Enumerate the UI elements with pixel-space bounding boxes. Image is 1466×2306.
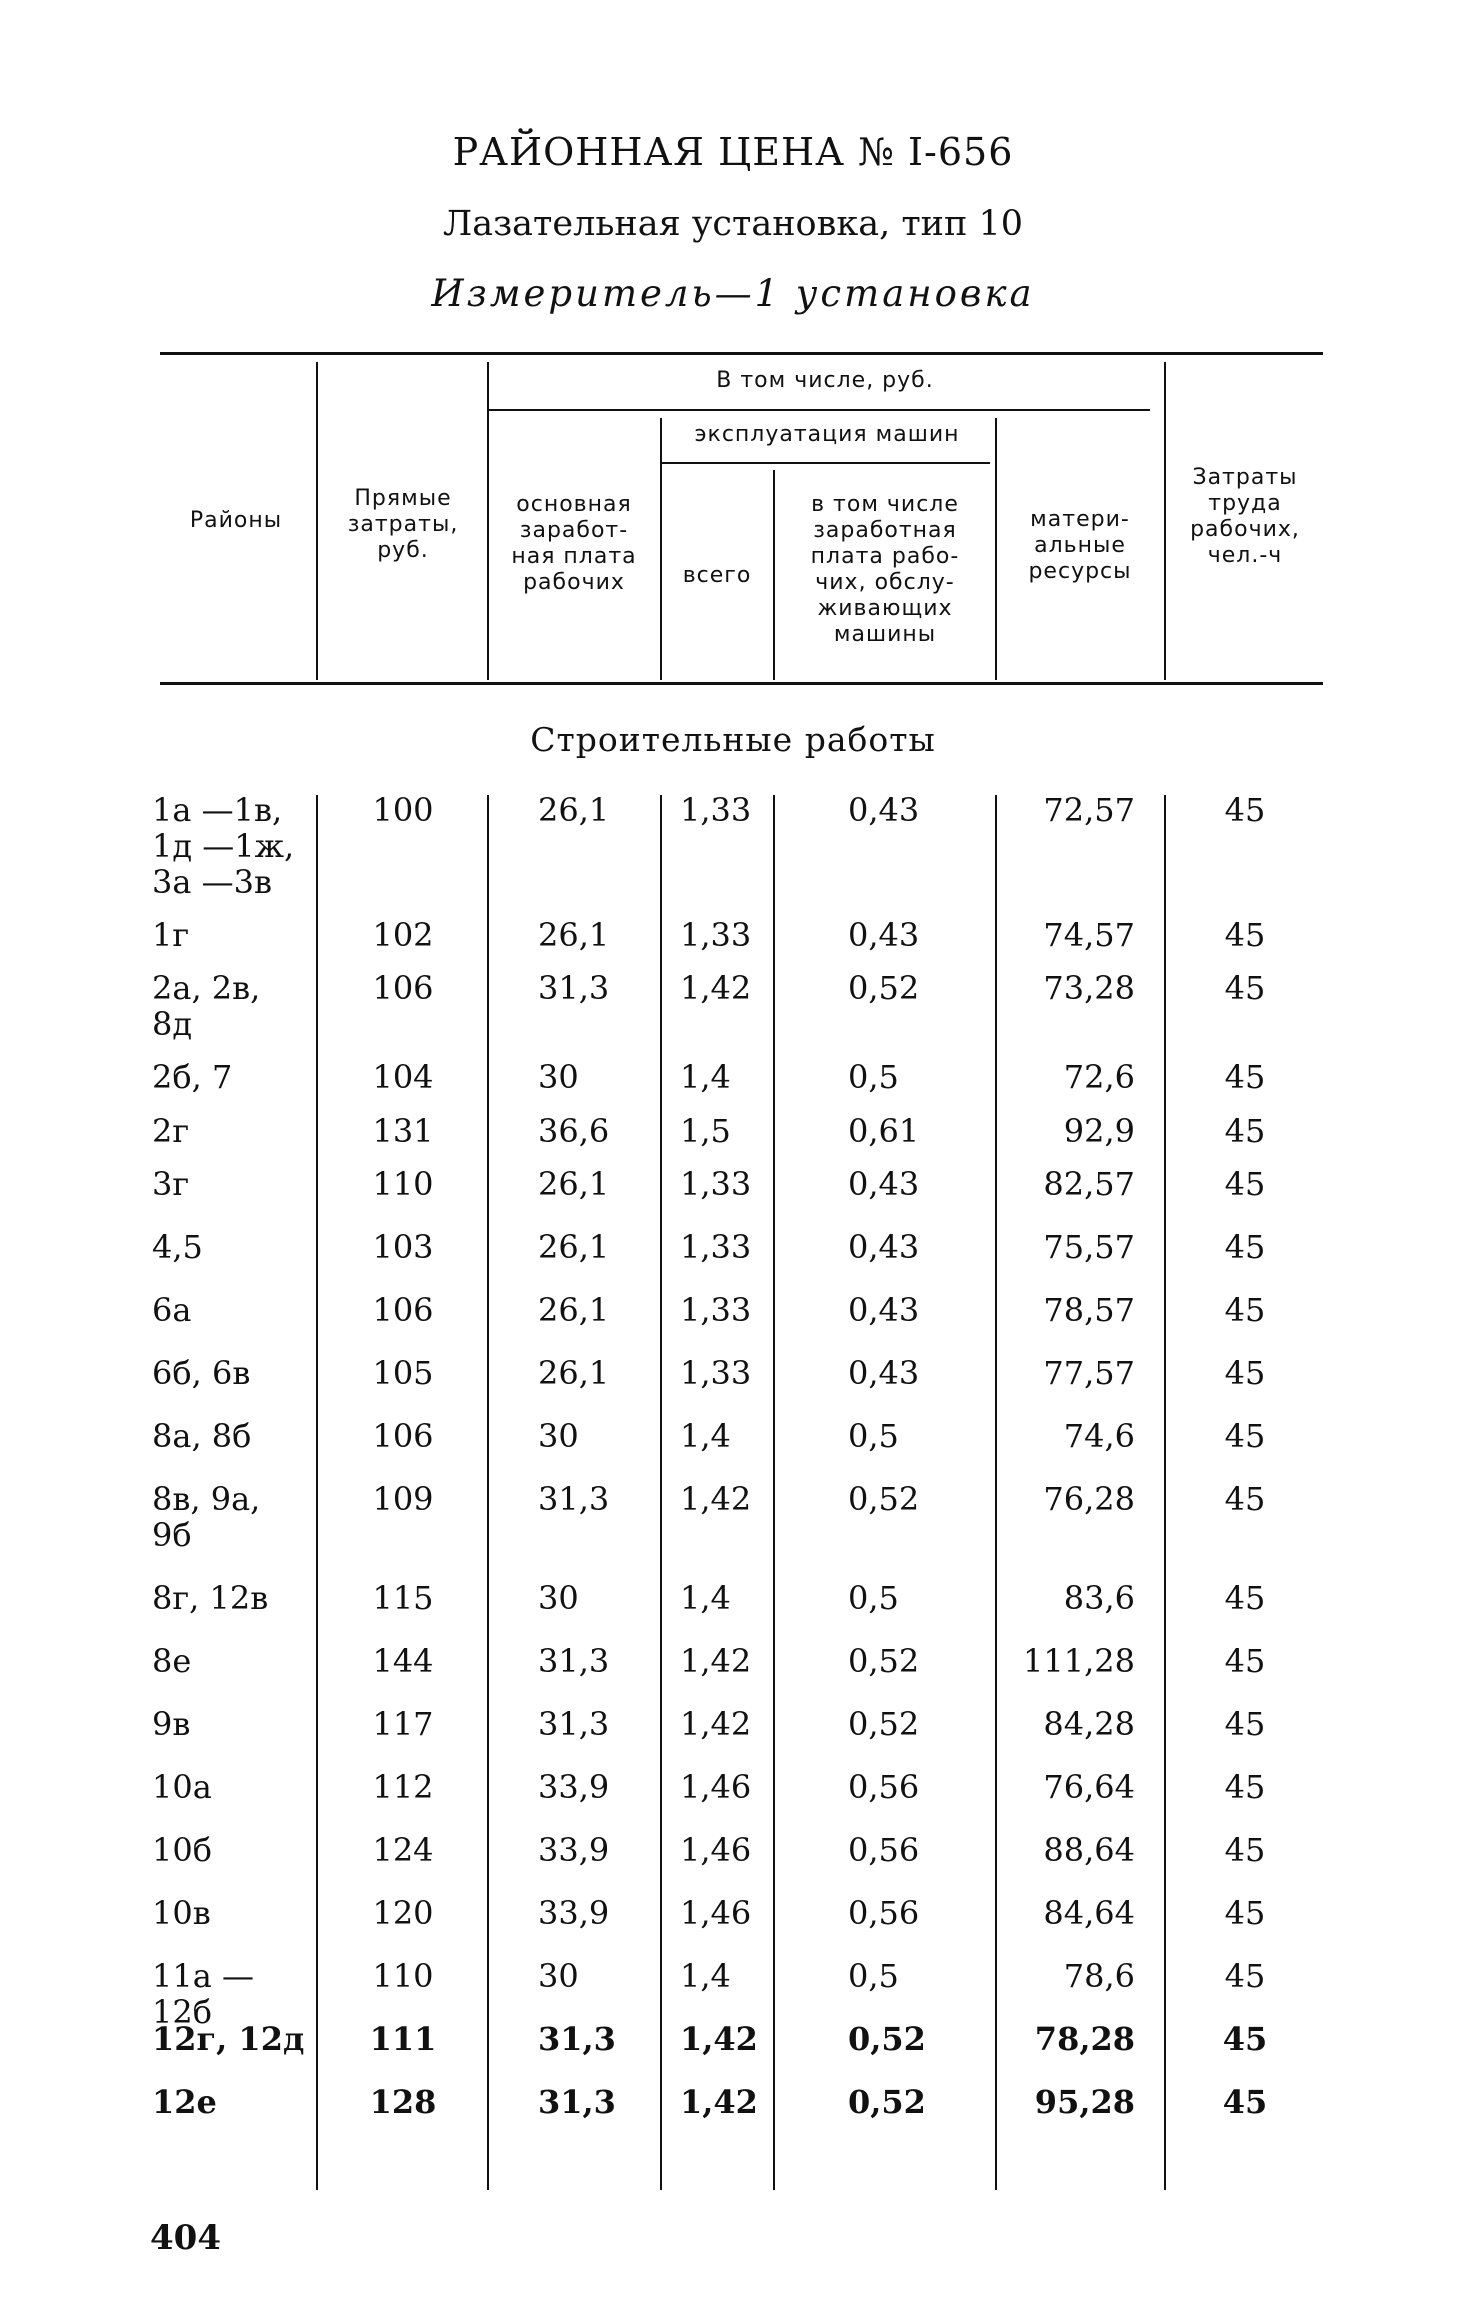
materials-cell: 76,28 [1043, 1480, 1135, 1518]
basic-wage-cell: 26,1 [538, 1354, 610, 1392]
direct-cost-cell: 106 [372, 969, 434, 1007]
direct-cost-cell: 117 [372, 1705, 434, 1743]
materials-cell: 95,28 [1034, 2083, 1135, 2121]
direct-cost-cell: 103 [372, 1228, 434, 1266]
region-cell: 12е [152, 2083, 217, 2121]
machine-total-cell: 1,42 [680, 1642, 752, 1680]
basic-wage-cell: 31,3 [538, 969, 610, 1007]
table-row [0, 1895, 1466, 1955]
header-divider [995, 418, 997, 680]
machine-total-cell: 1,33 [680, 1354, 752, 1392]
header-direct-costs: Прямые затраты, руб. [347, 486, 459, 563]
materials-cell: 78,6 [1063, 1957, 1135, 1995]
machine-total-cell: 1,42 [680, 2020, 758, 2058]
machine-wage-cell: 0,43 [848, 916, 920, 954]
direct-cost-cell: 124 [372, 1831, 434, 1869]
machine-total-cell: 1,4 [680, 1957, 731, 1995]
header-labor: Затраты труда рабочих, чел.-ч [1190, 465, 1300, 568]
materials-cell: 78,57 [1043, 1291, 1135, 1329]
labor-cell: 45 [1224, 1480, 1266, 1518]
table-row [0, 1355, 1466, 1415]
machine-wage-cell: 0,5 [848, 1957, 899, 1995]
section-title: Строительные работы [530, 720, 936, 759]
labor-cell: 45 [1224, 1058, 1266, 1096]
measure-unit: Измеритель—1 установка [431, 272, 1035, 315]
direct-cost-cell: 110 [372, 1957, 434, 1995]
machine-total-cell: 1,33 [680, 1228, 752, 1266]
machine-total-cell: 1,42 [680, 969, 752, 1007]
machine-wage-cell: 0,56 [848, 1894, 920, 1932]
region-cell: 9в [152, 1705, 191, 1743]
basic-wage-cell: 26,1 [538, 1291, 610, 1329]
direct-cost-cell: 144 [372, 1642, 434, 1680]
region-cell: 6б, 6в [152, 1354, 251, 1392]
table-row [0, 969, 1466, 1043]
machine-total-cell: 1,46 [680, 1768, 752, 1806]
machine-total-cell: 1,46 [680, 1894, 752, 1932]
table-row [0, 1832, 1466, 1892]
direct-cost-cell: 115 [372, 1579, 434, 1617]
basic-wage-cell: 33,9 [538, 1894, 610, 1932]
basic-wage-cell: 30 [538, 1579, 579, 1617]
header-basic-wage: основная заработ- ная плата рабочих [511, 492, 637, 595]
machine-wage-cell: 0,43 [848, 791, 920, 829]
basic-wage-cell: 30 [538, 1058, 579, 1096]
machine-total-cell: 1,33 [680, 1165, 752, 1203]
table-row [0, 1292, 1466, 1352]
table-row [0, 1643, 1466, 1703]
labor-cell: 45 [1224, 1705, 1266, 1743]
materials-cell: 88,64 [1043, 1831, 1135, 1869]
header-including: В том числе, руб. [716, 368, 934, 393]
machine-wage-cell: 0,52 [848, 1705, 920, 1743]
header-machine-total: всего [682, 563, 752, 588]
machine-total-cell: 1,33 [680, 791, 752, 829]
materials-cell: 84,28 [1043, 1705, 1135, 1743]
materials-cell: 77,57 [1043, 1354, 1135, 1392]
basic-wage-cell: 26,1 [538, 916, 610, 954]
basic-wage-cell: 31,3 [538, 2083, 616, 2121]
machine-total-cell: 1,33 [680, 1291, 752, 1329]
region-cell: 6а [152, 1291, 192, 1329]
header-divider [773, 470, 775, 680]
basic-wage-cell: 30 [538, 1417, 579, 1455]
region-cell: 8а, 8б [152, 1417, 252, 1455]
price-title: РАЙОННАЯ ЦЕНА № I-656 [452, 130, 1014, 174]
direct-cost-cell: 102 [372, 916, 434, 954]
header-divider [660, 418, 662, 680]
table-row [0, 1229, 1466, 1289]
machine-wage-cell: 0,52 [848, 969, 920, 1007]
machine-wage-cell: 0,43 [848, 1228, 920, 1266]
region-cell: 8е [152, 1642, 192, 1680]
table-row [0, 2021, 1466, 2081]
machine-total-cell: 1,4 [680, 1579, 731, 1617]
machine-wage-cell: 0,56 [848, 1768, 920, 1806]
materials-cell: 84,64 [1043, 1894, 1135, 1932]
region-cell: 8в, 9а, 9б [152, 1480, 261, 1554]
machine-wage-cell: 0,52 [848, 1480, 920, 1518]
machine-wage-cell: 0,43 [848, 1291, 920, 1329]
region-cell: 10в [152, 1894, 211, 1932]
materials-cell: 82,57 [1043, 1165, 1135, 1203]
machine-wage-cell: 0,5 [848, 1417, 899, 1455]
table-row [0, 2084, 1466, 2144]
page-number: 404 [150, 2218, 221, 2258]
labor-cell: 45 [1224, 969, 1266, 1007]
materials-cell: 72,57 [1043, 791, 1135, 829]
header-regions: Районы [189, 508, 283, 533]
labor-cell: 45 [1224, 1642, 1266, 1680]
direct-cost-cell: 128 [369, 2083, 437, 2121]
direct-cost-cell: 109 [372, 1480, 434, 1518]
item-subtitle: Лазательная установка, тип 10 [443, 204, 1023, 244]
machine-total-cell: 1,33 [680, 916, 752, 954]
basic-wage-cell: 31,3 [538, 1480, 610, 1518]
region-cell: 10а [152, 1768, 212, 1806]
table-row [0, 1706, 1466, 1766]
labor-cell: 45 [1224, 1165, 1266, 1203]
region-cell: 1а —1в, 1д —1ж, 3а —3в [152, 791, 295, 901]
table-row [0, 1059, 1466, 1119]
basic-wage-cell: 26,1 [538, 791, 610, 829]
labor-cell: 45 [1224, 1228, 1266, 1266]
labor-cell: 45 [1224, 1894, 1266, 1932]
basic-wage-cell: 26,1 [538, 1165, 610, 1203]
region-cell: 10б [152, 1831, 212, 1869]
region-cell: 2б, 7 [152, 1058, 233, 1096]
basic-wage-cell: 31,3 [538, 1705, 610, 1743]
machine-total-cell: 1,42 [680, 1480, 752, 1518]
labor-cell: 45 [1224, 1579, 1266, 1617]
machine-wage-cell: 0,61 [848, 1112, 920, 1150]
machine-total-cell: 1,46 [680, 1831, 752, 1869]
header-bottom-rule [160, 682, 1323, 685]
materials-cell: 74,57 [1043, 916, 1135, 954]
region-cell: 2а, 2в, 8д [152, 969, 261, 1043]
labor-cell: 45 [1224, 791, 1266, 829]
basic-wage-cell: 30 [538, 1957, 579, 1995]
machine-total-cell: 1,4 [680, 1058, 731, 1096]
table-row [0, 1113, 1466, 1173]
materials-cell: 74,6 [1063, 1417, 1135, 1455]
materials-cell: 72,6 [1063, 1058, 1135, 1096]
table-row [0, 1418, 1466, 1478]
table-top-rule [160, 352, 1323, 355]
machine-wage-cell: 0,5 [848, 1058, 899, 1096]
direct-cost-cell: 110 [372, 1165, 434, 1203]
direct-cost-cell: 106 [372, 1291, 434, 1329]
direct-cost-cell: 111 [369, 2020, 437, 2058]
table-row [0, 1769, 1466, 1829]
basic-wage-cell: 26,1 [538, 1228, 610, 1266]
basic-wage-cell: 33,9 [538, 1768, 610, 1806]
basic-wage-cell: 31,3 [538, 1642, 610, 1680]
labor-cell: 45 [1222, 2083, 1268, 2121]
header-machine-wage: в том числе заработная плата рабо- чих, обслу- живающих машины [810, 492, 960, 647]
direct-cost-cell: 104 [372, 1058, 434, 1096]
machine-wage-cell: 0,56 [848, 1831, 920, 1869]
header-subrule [487, 409, 1150, 411]
machine-wage-cell: 0,43 [848, 1165, 920, 1203]
direct-cost-cell: 100 [372, 791, 434, 829]
materials-cell: 75,57 [1043, 1228, 1135, 1266]
direct-cost-cell: 106 [372, 1417, 434, 1455]
header-subrule [660, 462, 990, 464]
direct-cost-cell: 105 [372, 1354, 434, 1392]
region-cell: 12г, 12д [152, 2020, 305, 2058]
labor-cell: 45 [1224, 1768, 1266, 1806]
region-cell: 1г [152, 916, 190, 954]
machine-total-cell: 1,42 [680, 2083, 758, 2121]
region-cell: 2г [152, 1112, 190, 1150]
materials-cell: 92,9 [1063, 1112, 1135, 1150]
machine-wage-cell: 0,52 [848, 2020, 926, 2058]
machine-total-cell: 1,4 [680, 1417, 731, 1455]
labor-cell: 45 [1224, 1291, 1266, 1329]
basic-wage-cell: 31,3 [538, 2020, 616, 2058]
labor-cell: 45 [1224, 1354, 1266, 1392]
materials-cell: 73,28 [1043, 969, 1135, 1007]
table-row [0, 1957, 1466, 2031]
labor-cell: 45 [1224, 1417, 1266, 1455]
table-row [0, 1166, 1466, 1226]
region-cell: 3г [152, 1165, 190, 1203]
materials-cell: 111,28 [1023, 1642, 1135, 1680]
direct-cost-cell: 120 [372, 1894, 434, 1932]
direct-cost-cell: 112 [372, 1768, 434, 1806]
table-row [0, 791, 1466, 901]
labor-cell: 45 [1224, 1957, 1266, 1995]
basic-wage-cell: 36,6 [538, 1112, 610, 1150]
table-row [0, 1480, 1466, 1554]
table-row [0, 1580, 1466, 1640]
header-materials: матери- альные ресурсы [1028, 507, 1132, 584]
machine-total-cell: 1,42 [680, 1705, 752, 1743]
materials-cell: 78,28 [1034, 2020, 1135, 2058]
labor-cell: 45 [1224, 1831, 1266, 1869]
materials-cell: 83,6 [1063, 1579, 1135, 1617]
labor-cell: 45 [1224, 916, 1266, 954]
region-cell: 4,5 [152, 1228, 203, 1266]
region-cell: 8г, 12в [152, 1579, 269, 1617]
machine-total-cell: 1,5 [680, 1112, 731, 1150]
basic-wage-cell: 33,9 [538, 1831, 610, 1869]
labor-cell: 45 [1224, 1112, 1266, 1150]
header-machine-operation: эксплуатация машин [694, 422, 960, 447]
region-cell: 11а —12б [152, 1957, 254, 2031]
materials-cell: 76,64 [1043, 1768, 1135, 1806]
machine-wage-cell: 0,52 [848, 2083, 926, 2121]
labor-cell: 45 [1222, 2020, 1268, 2058]
machine-wage-cell: 0,43 [848, 1354, 920, 1392]
machine-wage-cell: 0,5 [848, 1579, 899, 1617]
direct-cost-cell: 131 [372, 1112, 434, 1150]
table-row [0, 917, 1466, 977]
machine-wage-cell: 0,52 [848, 1642, 920, 1680]
